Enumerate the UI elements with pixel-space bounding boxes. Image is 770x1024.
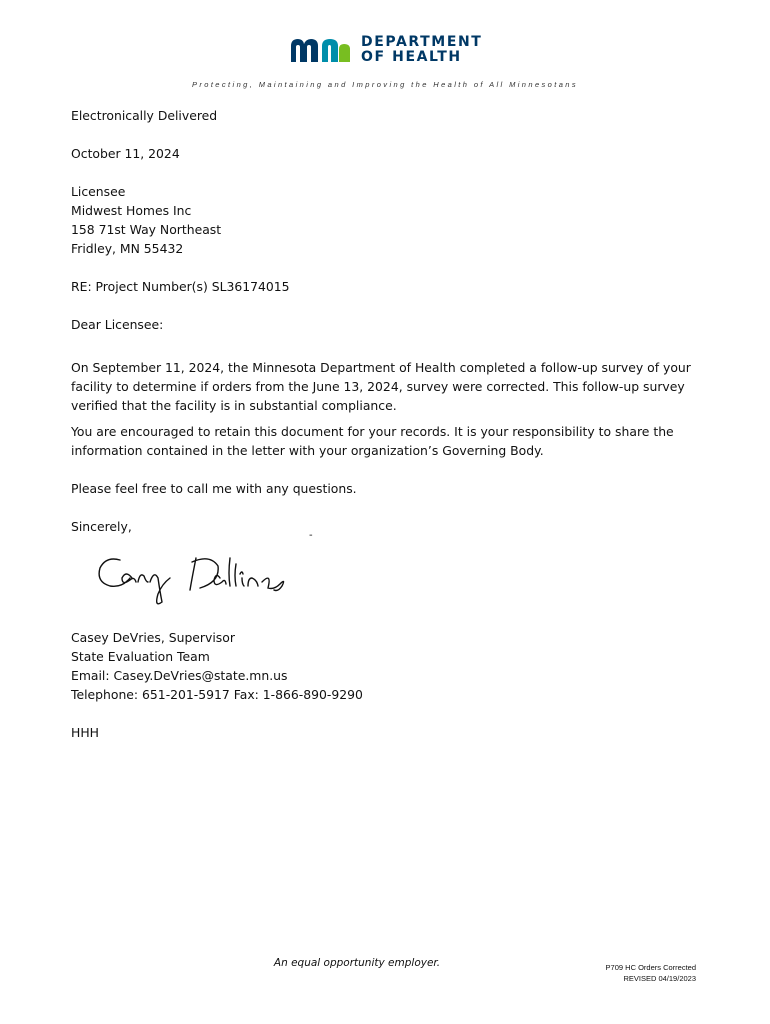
logo-text-of-health: OF HEALTH: [361, 49, 462, 65]
mn-logo-icon: [289, 36, 353, 64]
initials: HHH: [71, 725, 99, 740]
logo-text-department: DEPARTMENT: [361, 34, 483, 50]
address-line: Midwest Homes Inc: [71, 203, 192, 218]
salutation: Dear Licensee:: [71, 317, 164, 332]
footer-form-id: [606, 962, 696, 984]
closing: Sincerely,: [71, 519, 132, 534]
address-line: Fridley, MN 55432: [71, 241, 184, 256]
signer-line: State Evaluation Team: [71, 649, 210, 664]
tagline: Protecting, Maintaining and Improving the Health of All Minnesotans: [191, 80, 579, 89]
revised-date: REVISED 04/19/2023: [623, 974, 696, 983]
delivery-method: Electronically Delivered: [71, 108, 218, 123]
signer-line: Email: Casey.DeVries@state.mn.us: [71, 668, 288, 683]
address-line: 158 71st Way Northeast: [71, 222, 222, 237]
paragraph-retain: You are encouraged to retain this document for your records. It is your responsibility to share the information contained in the letter with your organization’s Governing Body.: [71, 424, 674, 458]
paragraph-questions: Please feel free to call me with any questions.: [71, 481, 357, 496]
paragraph-survey: On September 11, 2024, the Minnesota Department of Health completed a follow-up survey of your facility to determine if orders from the June 13, 2024, survey were corrected. This follow-up survey verified that the facility is in substantial compliance.: [71, 360, 691, 413]
stray-dash: -: [309, 530, 313, 541]
re-line: RE: Project Number(s) SL36174015: [71, 279, 290, 294]
letter-date: October 11, 2024: [71, 146, 180, 161]
signer-line: Telephone: 651-201-5917 Fax: 1-866-890-9290: [71, 687, 363, 702]
mdh-logo: [289, 34, 483, 66]
footer-equal-opportunity: An equal opportunity employer.: [273, 957, 441, 969]
signature: [92, 548, 292, 610]
address-line: Licensee: [71, 184, 126, 199]
form-number: P709 HC Orders Corrected: [605, 963, 696, 972]
signer-line: Casey DeVries, Supervisor: [71, 630, 235, 645]
